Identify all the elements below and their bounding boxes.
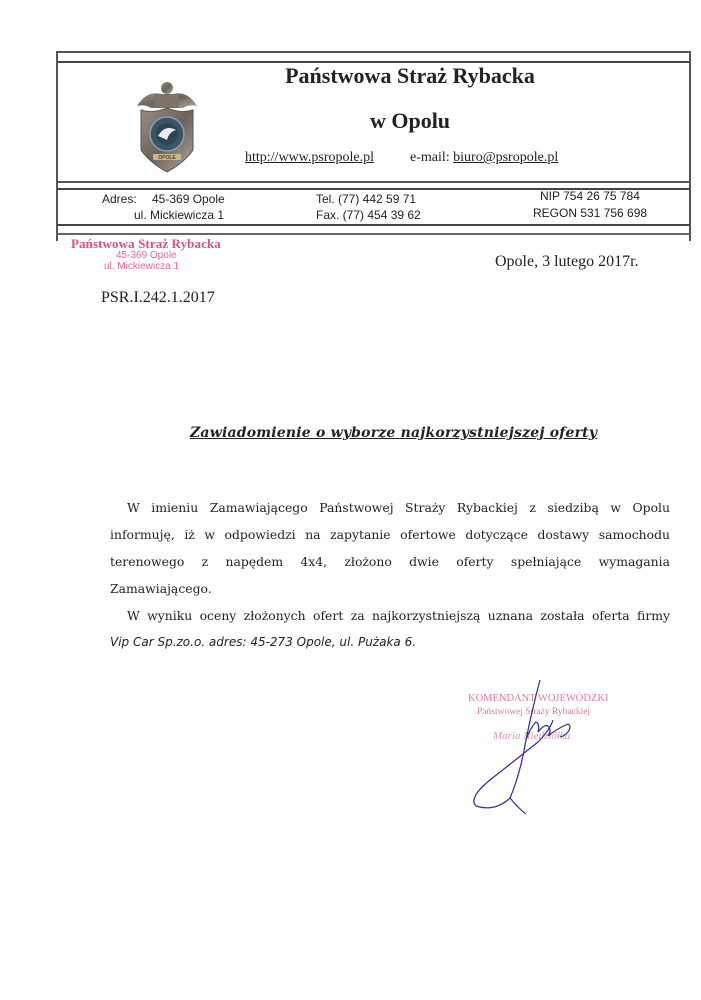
svg-text:OPOLE: OPOLE xyxy=(158,155,176,161)
letterhead-border-right xyxy=(689,51,691,241)
signature-stamp-unit: Państwowej Straży Rybackiej xyxy=(477,707,591,717)
stamp-organization-name: Państwowa Straż Rybacka xyxy=(71,236,221,251)
signature-stamp-title: KOMENDANT WOJEWÓDZKI xyxy=(468,693,609,704)
letterhead-divider xyxy=(57,181,690,183)
letterhead-border-bottom xyxy=(57,224,690,226)
handwritten-signature-icon xyxy=(440,680,640,820)
letterhead-border-left xyxy=(56,51,58,241)
website-link[interactable]: http://www.psropole.pl xyxy=(245,150,374,165)
document-date: Opole, 3 lutego 2017r. xyxy=(495,253,639,270)
letterhead-border-top xyxy=(57,51,690,53)
organization-name: Państwowa Straż Rybacka xyxy=(285,63,535,88)
document-subject: Zawiadomienie o wyborze najkorzystniejszej oferty xyxy=(190,425,598,441)
email-line xyxy=(410,150,558,166)
body-line: terenowego z napędem 4x4, złożono dwie oferty spełniające wymagania xyxy=(110,554,670,569)
organization-city: w Opolu xyxy=(369,108,451,133)
address-line-2: ul. Mickiewicza 1 xyxy=(134,208,225,222)
body-line: W imieniu Zamawiającego Państwowej Straży Rybackiej z siedzibą w Opolu xyxy=(127,500,670,515)
reference-number: PSR.I.242.1.2017 xyxy=(101,289,215,306)
body-line: informuję, iż w odpowiedzi na zapytanie ofertowe dotyczące dostawy samochodu xyxy=(110,527,670,542)
fax: Fax. (77) 454 39 62 xyxy=(316,208,421,222)
letter-body xyxy=(110,494,670,656)
stamp-address-line-1: 45-369 Opole xyxy=(116,250,177,261)
nip-number: NIP 754 26 75 784 xyxy=(540,189,640,203)
regon-number: REGON 531 756 698 xyxy=(533,206,648,220)
stamp-address-line-2: ul. Mickiewicza 1 xyxy=(104,261,180,272)
winning-offer-company: Vip Car Sp.zo.o. adres: 45-273 Opole, ul. Pużaka 6. xyxy=(110,635,417,649)
address-line-1: 45-369 Opole xyxy=(152,192,225,206)
signature-stamp-name: Maria Niedziółka xyxy=(493,730,571,742)
telephone: Tel. (77) 442 59 71 xyxy=(316,192,417,206)
address-label: Adres: xyxy=(102,192,137,206)
body-line: W wyniku oceny złożonych ofert za najkorzystniejszą uznana została oferta firmy xyxy=(127,608,670,623)
email-link[interactable]: biuro@psropole.pl xyxy=(453,150,559,165)
email-label: e-mail: xyxy=(410,150,454,165)
police-badge-emblem-icon xyxy=(133,78,201,174)
letterhead-border-bottom-outer xyxy=(57,233,690,235)
body-line: Zamawiającego. xyxy=(110,581,212,596)
